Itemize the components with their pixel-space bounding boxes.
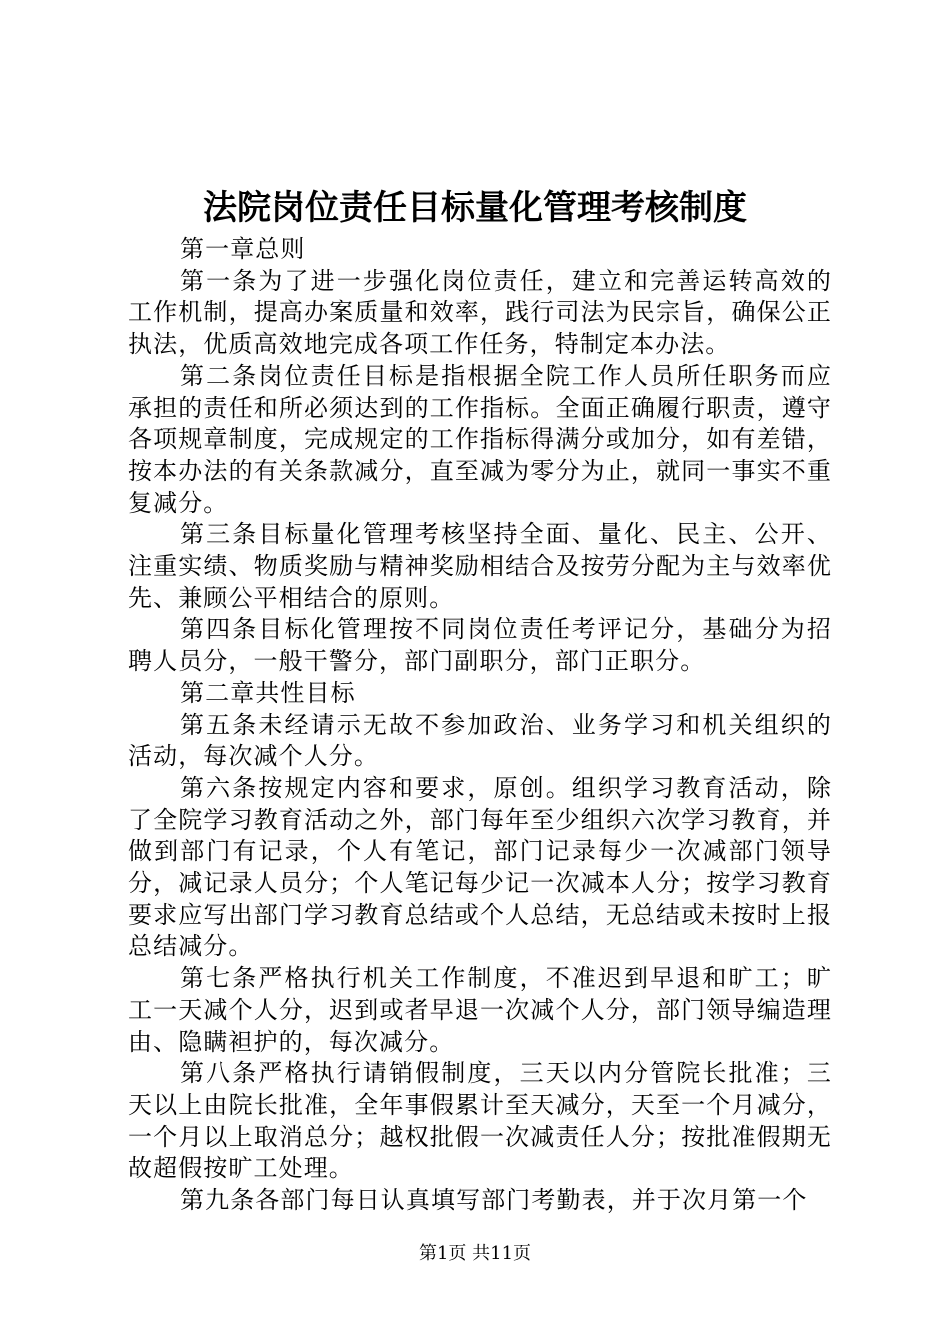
document-title: 法院岗位责任目标量化管理考核制度 xyxy=(203,188,747,228)
article-paragraph: 第四条目标化管理按不同岗位责任考评记分，基础分为招聘人员分，一般干警分，部门副职分，部门正职分。 xyxy=(128,615,832,676)
article-paragraph: 第九条各部门每日认真填写部门考勤表，并于次月第一个 xyxy=(180,1186,808,1215)
article-paragraph: 第七条严格执行机关工作制度，不准迟到早退和旷工；旷工一天减个人分，迟到或者早退一次减个人分，部门领导编造理由、隐瞒袒护的，每次减分。 xyxy=(128,964,832,1056)
article-paragraph: 第五条未经请示无故不参加政治、业务学习和机关组织的活动，每次减个人分。 xyxy=(128,710,832,771)
article-paragraph: 第八条严格执行请销假制度，三天以内分管院长批准；三天以上由院长批准，全年事假累计至天减分，天至一个月减分，一个月以上取消总分；越权批假一次减责任人分；按批准假期无故超假按旷工处理。 xyxy=(128,1059,832,1183)
article-paragraph: 第六条按规定内容和要求，原创。组织学习教育活动，除了全院学习教育活动之外，部门每年至少组织六次学习教育，并做到部门有记录，个人有笔记，部门记录每少一次减部门领导分，减记录人员分；个人笔记每少记一次减本人分；按学习教育要求应写出部门学习教育总结或个人总结，无总结或未按时上报总结减分。 xyxy=(128,773,832,961)
article-paragraph: 第一条为了进一步强化岗位责任，建立和完善运转高效的工作机制，提高办案质量和效率，践行司法为民宗旨，确保公正执法，优质高效地完成各项工作任务，特制定本办法。 xyxy=(128,266,832,359)
document-body xyxy=(128,234,832,1217)
page-number-footer: 第1页 共11页 xyxy=(418,1243,532,1264)
article-paragraph: 第三条目标量化管理考核坚持全面、量化、民主、公开、注重实绩、物质奖励与精神奖励相结合及按劳分配为主与效率优先、兼顾公平相结合的原则。 xyxy=(128,520,832,612)
article-paragraph: 第二条岗位责任目标是指根据全院工作人员所任职务而应承担的责任和所必须达到的工作指标。全面正确履行职责，遵守各项规章制度，完成规定的工作指标得满分或加分，如有差错，按本办法的有关条款减分，直至减为零分为止，就同一事实不重复减分。 xyxy=(128,361,832,517)
chapter-heading: 第一章总则 xyxy=(180,235,306,263)
chapter-heading: 第二章共性目标 xyxy=(180,678,356,707)
